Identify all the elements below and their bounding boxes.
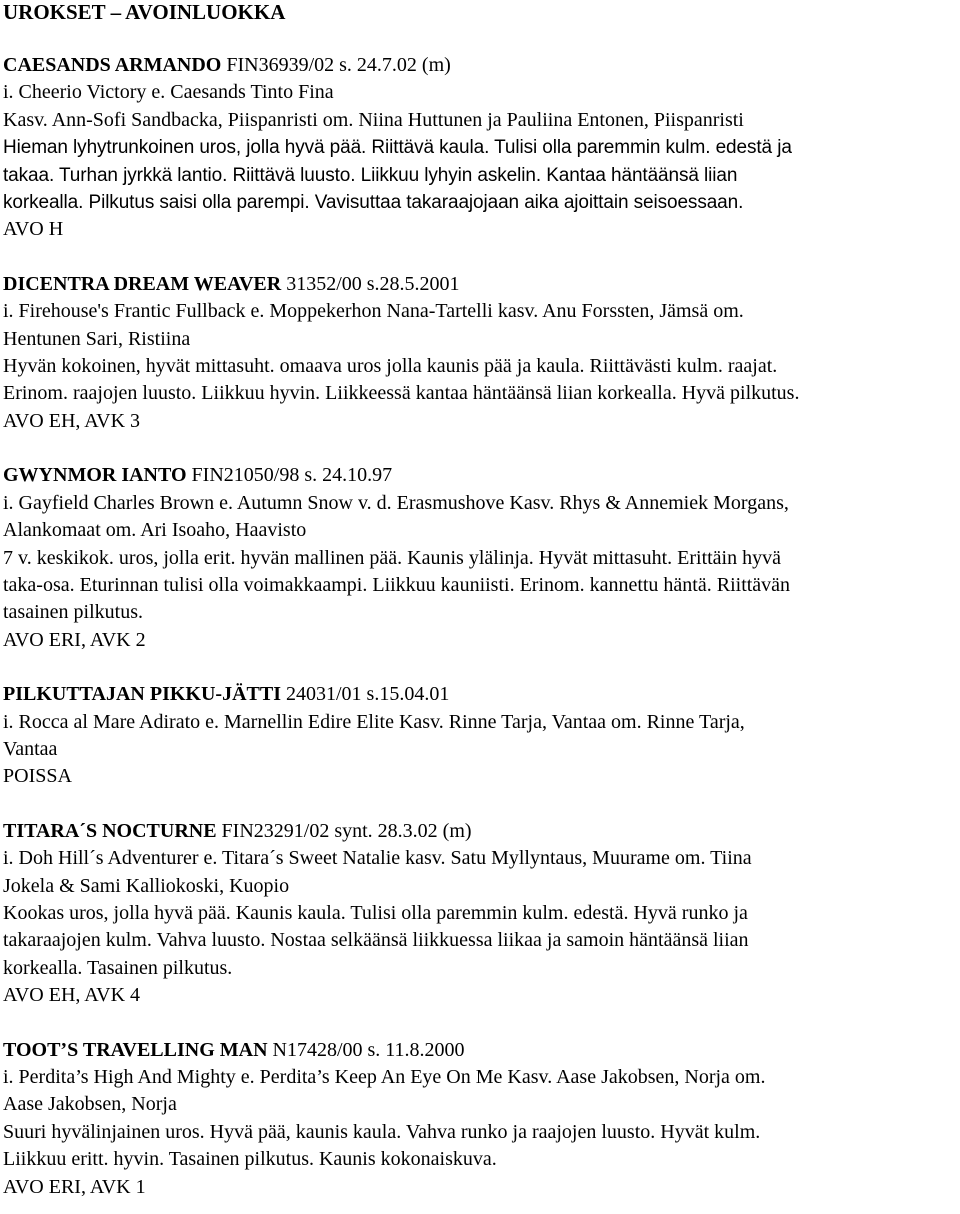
entry-text-line: Hyvän kokoinen, hyvät mittasuht. omaava uros jolla kaunis pää ja kaula. Riittävästi kulm. raajat.: [3, 355, 778, 378]
entry-text-line: takaa. Turhan jyrkkä lantio. Riittävä luusto. Liikkuu lyhyin askelin. Kantaa häntäänsä liian: [3, 164, 738, 186]
entry-text-line: tasainen pilkutus.: [3, 601, 143, 624]
dog-name: DICENTRA DREAM WEAVER: [3, 272, 282, 295]
entry-title: [3, 462, 955, 489]
entry-text-line: taka-osa. Eturinnan tulisi olla voimakkaampi. Liikkuu kauniisti. Erinom. kannettu häntä. Riittävän: [3, 573, 791, 596]
registration-info: FIN21050/98 s. 24.10.97: [186, 464, 393, 487]
dog-name: TITARA´S NOCTURNE: [3, 819, 217, 842]
dog-entry: [3, 818, 955, 1010]
entry-text-line: i. Perdita’s High And Mighty e. Perdita’s Keep An Eye On Me Kasv. Aase Jakobsen, Norja om.: [3, 1066, 766, 1088]
entry-result: AVO ERI, AVK 2: [3, 628, 146, 651]
entry-text-line: Aase Jakobsen, Norja: [3, 1093, 177, 1116]
entry-text-line: 7 v. keskikok. uros, jolla erit. hyvän mallinen pää. Kaunis ylälinja. Hyvät mittasuht. Erittäin hyvä: [3, 546, 781, 569]
entry-text-line: Alankomaat om. Ari Isoaho, Haavisto: [3, 519, 307, 542]
entry-text-line: Vantaa: [3, 737, 58, 760]
dog-entry: [3, 1037, 955, 1201]
entry-title: [3, 52, 955, 79]
page-heading: UROKSET – AVOINLUOKKA: [3, 0, 286, 24]
dog-entry: [3, 681, 955, 791]
entry-text-line: i. Doh Hill´s Adventurer e. Titara´s Sweet Natalie kasv. Satu Myllyntaus, Muurame om. Tiina: [3, 847, 752, 870]
entry-text-line: Hentunen Sari, Ristiina: [3, 327, 191, 350]
entry-title: [3, 818, 955, 845]
entry-title: [3, 1037, 955, 1064]
entry-result: AVO EH, AVK 4: [3, 984, 141, 1007]
dog-name: TOOT’S TRAVELLING MAN: [3, 1038, 268, 1061]
entry-text-line: Suuri hyvälinjainen uros. Hyvä pää, kaunis kaula. Vahva runko ja raajojen luusto. Hyvät kulm.: [3, 1120, 761, 1143]
entry-text-line: Kasv. Ann-Sofi Sandbacka, Piispanristi om. Niina Huttunen ja Pauliina Entonen, Piispanristi: [3, 108, 744, 131]
entry-text-line: takaraajojen kulm. Vahva luusto. Nostaa selkäänsä liikkuessa liikaa ja samoin häntäänsä liian: [3, 929, 749, 952]
entry-text-line: Erinom. raajojen luusto. Liikkuu hyvin. Liikkeessä kantaa häntäänsä liian korkealla. Hyvä pilkutus.: [3, 382, 800, 405]
dog-entry: [3, 271, 955, 435]
dog-name: PILKUTTAJAN PIKKU-JÄTTI: [3, 683, 281, 706]
dog-entry: [3, 462, 955, 654]
dog-entry: [3, 52, 955, 244]
registration-info: 31352/00 s.28.5.2001: [281, 272, 460, 295]
entry-result: AVO EH, AVK 3: [3, 409, 141, 432]
entry-text-line: i. Rocca al Mare Adirato e. Marnellin Edire Elite Kasv. Rinne Tarja, Vantaa om. Rinne Tarja,: [3, 710, 745, 733]
entry-text-line: Liikkuu eritt. hyvin. Tasainen pilkutus. Kaunis kokonaiskuva.: [3, 1148, 497, 1171]
entry-text-line: i. Gayfield Charles Brown e. Autumn Snow v. d. Erasmushove Kasv. Rhys & Annemiek Morgans,: [3, 491, 789, 514]
registration-info: N17428/00 s. 11.8.2000: [267, 1038, 465, 1061]
dog-name: GWYNMOR IANTO: [3, 464, 187, 487]
registration-info: FIN36939/02 s. 24.7.02 (m): [221, 54, 451, 76]
registration-info: 24031/01 s.15.04.01: [281, 683, 450, 706]
entry-text-line: Kookas uros, jolla hyvä pää. Kaunis kaula. Tulisi olla paremmin kulm. edestä. Hyvä runko ja: [3, 901, 748, 924]
entry-list: [3, 52, 955, 1201]
entry-text-line: i. Firehouse's Frantic Fullback e. Moppekerhon Nana-Tartelli kasv. Anu Forssten, Jämsä om.: [3, 300, 744, 323]
entry-text-line: korkealla. Pilkutus saisi olla parempi. Vavisuttaa takaraajojaan aika ajoittain seisoessaan.: [3, 192, 744, 214]
entry-text-line: Jokela & Sami Kalliokoski, Kuopio: [3, 874, 290, 897]
entry-result: AVO H: [3, 218, 64, 241]
document: [3, 0, 955, 1201]
registration-info: FIN23291/02 synt. 28.3.02 (m): [216, 819, 472, 842]
entry-result: AVO ERI, AVK 1: [3, 1175, 146, 1198]
entry-title: [3, 681, 955, 708]
entry-text-line: korkealla. Tasainen pilkutus.: [3, 956, 233, 979]
entry-title: [3, 271, 955, 298]
entry-text-line: Hieman lyhytrunkoinen uros, jolla hyvä pää. Riittävä kaula. Tulisi olla paremmin kulm. edestä ja: [3, 137, 792, 159]
entry-result: POISSA: [3, 765, 72, 788]
dog-name: CAESANDS ARMANDO: [3, 54, 222, 76]
entry-text-line: i. Cheerio Victory e. Caesands Tinto Fina: [3, 81, 334, 104]
